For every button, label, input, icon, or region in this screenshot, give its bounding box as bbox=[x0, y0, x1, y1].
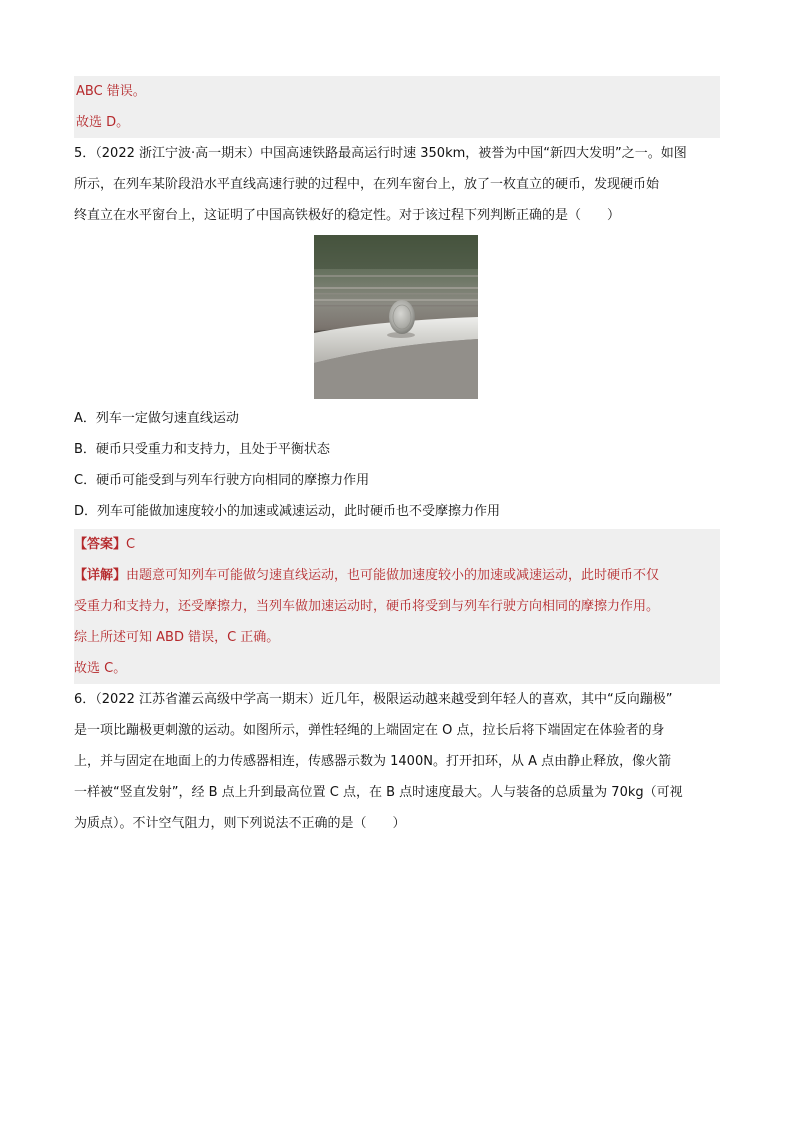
question-5-line-3: 终直立在水平窗台上，这证明了中国高铁极好的稳定性。对于该过程下列判断正确的是（ ） bbox=[74, 208, 621, 223]
answer-line bbox=[74, 529, 720, 560]
question-5-figure bbox=[74, 231, 720, 403]
document-page bbox=[74, 76, 720, 839]
option-d: D．列车可能做加速度较小的加速或减速运动，此时硬币也不受摩擦力作用 bbox=[74, 504, 501, 519]
question-6-line-5: 为质点）。不计空气阻力，则下列说法不正确的是（ ） bbox=[74, 816, 406, 831]
question-6-line-1: 6．（2022 江苏省灌云高级中学高一期末）近几年，极限运动越来越受到年轻人的喜欢，其中“反向蹦极” bbox=[74, 692, 673, 707]
detail-line-2: 受重力和支持力，还受摩擦力，当列车做加速运动时，硬币将受到与列车行驶方向相同的摩擦力作用。 bbox=[74, 599, 660, 614]
detail-label: 【详解】 bbox=[74, 568, 127, 583]
question-5 bbox=[74, 138, 720, 684]
coin-on-train-windowsill-photo bbox=[314, 235, 478, 399]
answer-conclusion: 故选 C。 bbox=[74, 661, 127, 676]
question-6 bbox=[74, 684, 720, 839]
question-5-line-1: 5．（2022 浙江宁波·高一期末）中国高速铁路最高运行时速 350km，被誉为中国“新四大发明”之一。如图 bbox=[74, 146, 687, 161]
option-b: B．硬币只受重力和支持力，且处于平衡状态 bbox=[74, 442, 330, 457]
detail-line-1 bbox=[74, 560, 720, 591]
option-a: A．列车一定做匀速直线运动 bbox=[74, 411, 239, 426]
option-c: C．硬币可能受到与列车行驶方向相同的摩擦力作用 bbox=[74, 473, 370, 488]
detail-line-3: 综上所述可知 ABD 错误，C 正确。 bbox=[74, 630, 280, 645]
question-6-line-4: 一样被“竖直发射”，经 B 点上升到最高位置 C 点，在 B 点时速度最大。人与装备的总质量为 70kg（可视 bbox=[74, 785, 683, 800]
answer-block bbox=[74, 529, 720, 684]
previous-answer-conclusion: 故选 D。 bbox=[76, 115, 130, 130]
question-5-line-2: 所示，在列车某阶段沿水平直线高速行驶的过程中，在列车窗台上，放了一枚直立的硬币，发现硬币始 bbox=[74, 177, 660, 192]
previous-answer-block bbox=[74, 76, 720, 138]
question-6-line-3: 上，并与固定在地面上的力传感器相连，传感器示数为 1400N。打开扣环，从 A 点由静止释放，像火箭 bbox=[74, 754, 672, 769]
detail-text-1: 由题意可知列车可能做匀速直线运动，也可能做加速度较小的加速或减速运动，此时硬币不仅 bbox=[126, 568, 660, 583]
answer-value: C bbox=[126, 537, 136, 552]
previous-answer-line: ABC 错误。 bbox=[76, 84, 146, 99]
answer-label: 【答案】 bbox=[74, 537, 127, 552]
question-6-line-2: 是一项比蹦极更刺激的运动。如图所示，弹性轻绳的上端固定在 O 点，拉长后将下端固定在体验者的身 bbox=[74, 723, 665, 738]
